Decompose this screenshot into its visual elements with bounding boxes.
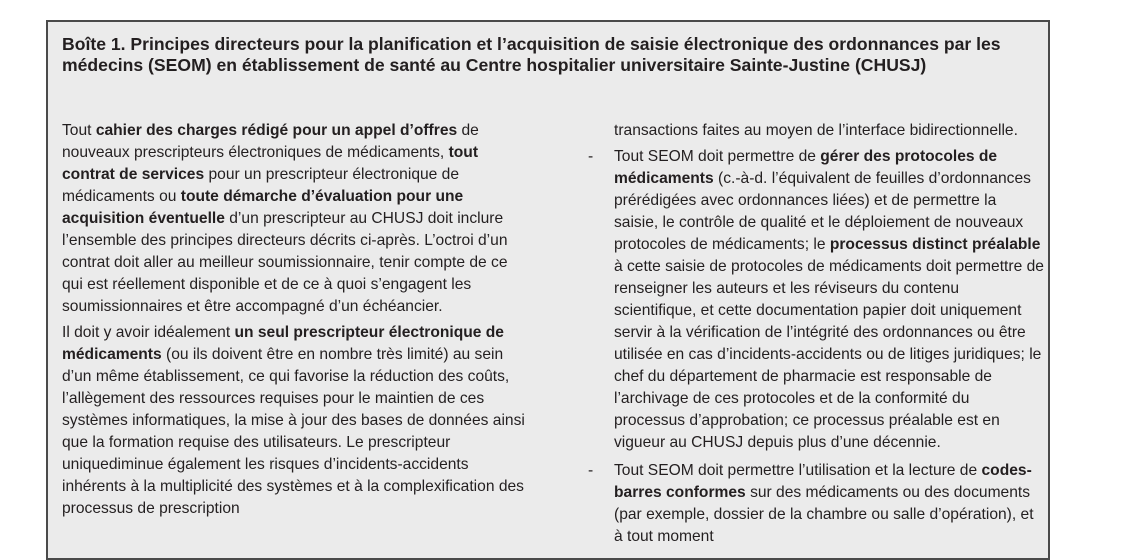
bold-demarche-evaluation: toute démarche d’évaluation pour une acquisition éventuelle: [62, 188, 464, 227]
dash-marker: -: [588, 462, 594, 479]
text-segment: à cette saisie de protocoles de médicaments doit permettre de renseigner les auteurs et les réviseurs du contenu scientifique, et cette documentation papier doit uniquement servir à la vérification de l’intégrité des ordonnances ou être utilisée en cas d’incidents-accidents ou de litiges juridiques; le chef du département de pharmacie est responsable de l’archivage de ces protocoles et de la conformité du processus d’approbation; ce processus préalable est en vigueur au CHUSJ depuis plus d’une décennie.: [614, 258, 1044, 451]
left-column: [62, 120, 532, 524]
info-box: [46, 20, 1050, 560]
text-segment: Tout SEOM doit permettre l’utilisation et la lecture de: [614, 462, 982, 479]
bold-cahier-des-charges: cahier des charges rédigé pour un appel d’offres: [95, 122, 458, 139]
text-segment: Tout: [62, 122, 96, 139]
paragraph-seul-prescripteur: [62, 322, 532, 520]
bold-gerer-protocoles: gérer des protocoles de médicaments: [614, 148, 998, 187]
bold-processus-distinct: processus distinct préalable: [829, 236, 1041, 253]
bold-seul-prescripteur: un seul prescripteur électronique de médicaments: [62, 324, 504, 363]
box-title: Boîte 1. Principes directeurs pour la planification et l’acquisition de saisie électronique des ordonnances par les médecins (SEOM) en établissement de santé au Centre hospitalier universitaire Sainte-Justine (CHUSJ): [62, 34, 1001, 75]
bullet-codes-barres: [588, 460, 1044, 548]
bullet-protocoles: [588, 146, 1044, 454]
text-segment: d’un prescripteur au CHUSJ doit inclure l’ensemble des principes directeurs décrits ci-après. L’octroi d’un contrat doit aller au meilleur soumissionnaire, tenir compte de ce qui est réellement disponible et de ce à quoi s’engagent les soumissionnaires et être accompagné d’un échéancier.: [62, 210, 508, 315]
text-segment: Il doit y avoir idéalement: [62, 324, 235, 341]
bold-contrat-de-services: tout contrat de services: [62, 144, 479, 183]
text-segment: de nouveaux prescripteurs électroniques de médicaments,: [62, 122, 479, 161]
paragraph-continuation: transactions faites au moyen de l’interface bidirectionnelle.: [614, 122, 1018, 139]
text-segment: pour un prescripteur électronique de médicaments ou: [62, 166, 460, 205]
text-segment: Tout SEOM doit permettre de: [614, 148, 821, 165]
right-column: [588, 120, 1044, 554]
dash-marker: -: [588, 148, 594, 165]
paragraph-cahier-des-charges: [62, 120, 532, 318]
text-segment: (ou ils doivent être en nombre très limité) au sein d’un même établissement, ce qui favorise la réduction des coûts, l’allègement des ressources requises pour le maintien de ces systèmes informatiques, la mise à jour des bases de données ainsi que la formation requise des utilisateurs. Le prescripteur uniquediminue également les risques d’incidents-accidents inhérents à la multiplicité des systèmes et à la complexification des processus de prescription: [62, 346, 525, 517]
bold-codes-barres: codes-barres conformes: [614, 462, 1032, 501]
text-segment: sur des médicaments ou des documents (par exemple, dossier de la chambre ou salle d’opération), et à tout moment: [614, 484, 1034, 545]
text-segment: (c.-à-d. l’équivalent de feuilles d’ordonnances prérédigées avec ordonnances liées) et de permettre la saisie, le contrôle de qualité et le déploiement de nouveaux protocoles de médicaments; le: [614, 170, 1031, 253]
